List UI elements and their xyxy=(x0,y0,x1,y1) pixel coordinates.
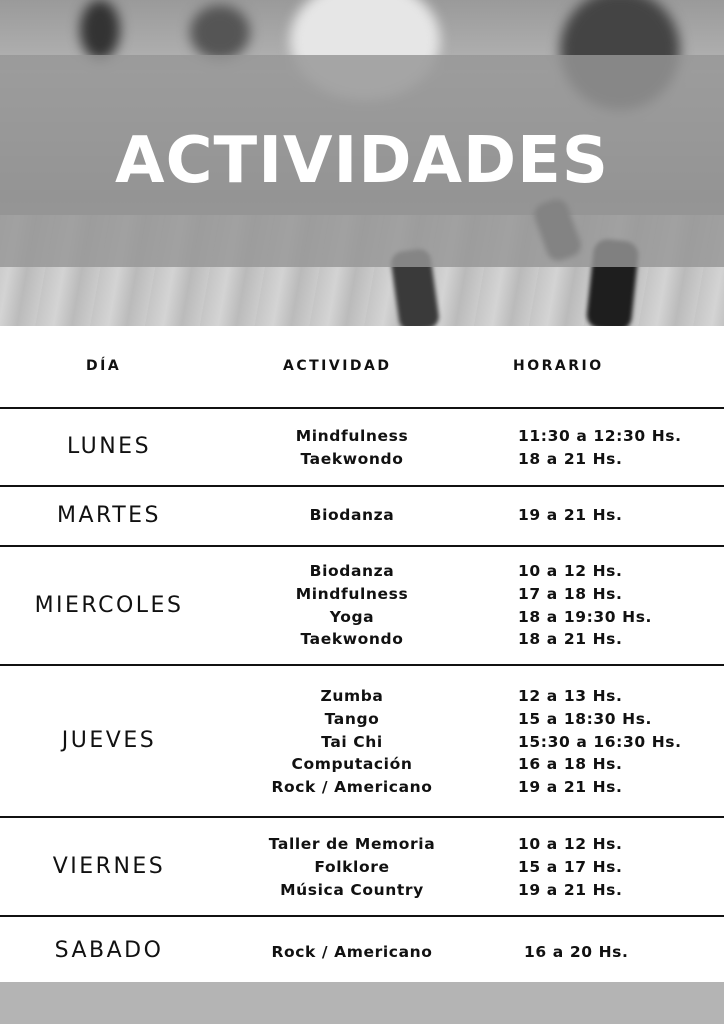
time-item: 18 a 21 Hs. xyxy=(518,449,623,468)
activity-item: Música Country xyxy=(280,880,424,899)
time-item: 15 a 18:30 Hs. xyxy=(518,709,653,728)
activity-item: Taekwondo xyxy=(300,630,404,649)
background-person xyxy=(80,0,120,60)
table-row xyxy=(0,666,724,816)
activity-item: Zumba xyxy=(320,687,384,705)
background-person xyxy=(190,5,250,60)
activity-list xyxy=(242,685,462,799)
table-row xyxy=(0,409,724,485)
table-header xyxy=(0,326,724,408)
activity-item: Rock / Americano xyxy=(271,943,433,961)
time-item: 10 a 12 Hs. xyxy=(518,562,623,580)
footer-bar xyxy=(0,982,724,1024)
time-item: 17 a 18 Hs. xyxy=(518,584,623,603)
day-label: MIERCOLES xyxy=(34,593,184,618)
time-list xyxy=(518,425,718,471)
time-list xyxy=(518,685,718,799)
day-label: MARTES xyxy=(56,503,162,528)
activity-item: Computación xyxy=(291,755,413,774)
time-item: 19 a 21 Hs. xyxy=(518,778,623,797)
activity-item: Folklore xyxy=(314,857,390,876)
time-item: 15:30 a 16:30 Hs. xyxy=(518,732,682,751)
header-schedule: HORARIO xyxy=(513,358,604,374)
page-title: ACTIVIDADES xyxy=(115,124,609,198)
day-label: VIERNES xyxy=(52,854,166,879)
header-day: DÍA xyxy=(86,358,122,374)
activity-item: Taekwondo xyxy=(300,449,404,468)
day-label: SABADO xyxy=(54,938,164,963)
time-item: 18 a 19:30 Hs. xyxy=(518,607,653,626)
activity-item: Mindfulness xyxy=(295,427,409,445)
activity-item: Yoga xyxy=(329,607,375,626)
time-item: 10 a 12 Hs. xyxy=(518,835,623,853)
time-item: 15 a 17 Hs. xyxy=(518,857,623,876)
day-label: LUNES xyxy=(66,434,152,459)
time-list xyxy=(518,560,718,651)
activity-item: Mindfulness xyxy=(295,584,409,603)
activity-item: Biodanza xyxy=(309,562,395,580)
activity-item: Biodanza xyxy=(309,506,395,524)
activity-list xyxy=(242,504,462,527)
time-list xyxy=(518,833,718,901)
activity-item: Rock / Americano xyxy=(271,778,433,797)
hero-photo xyxy=(0,0,724,326)
table-row xyxy=(0,818,724,915)
activity-item: Taller de Memoria xyxy=(268,835,436,853)
time-item: 18 a 21 Hs. xyxy=(518,630,623,649)
table-row xyxy=(0,917,724,982)
activity-item: Tango xyxy=(324,709,380,728)
table-row xyxy=(0,547,724,664)
time-item: 16 a 20 Hs. xyxy=(524,943,629,961)
time-item: 19 a 21 Hs. xyxy=(518,506,623,524)
time-item: 16 a 18 Hs. xyxy=(518,755,623,774)
time-item: 11:30 a 12:30 Hs. xyxy=(518,427,682,445)
activity-item: Tai Chi xyxy=(321,732,383,751)
day-label: JUEVES xyxy=(61,728,157,753)
activity-list xyxy=(242,560,462,651)
time-item: 12 a 13 Hs. xyxy=(518,687,623,705)
time-item: 19 a 21 Hs. xyxy=(518,880,623,899)
activity-list xyxy=(242,833,462,901)
time-list xyxy=(524,941,724,964)
header-activity: ACTIVIDAD xyxy=(283,358,392,374)
activity-list xyxy=(242,425,462,471)
table-row xyxy=(0,487,724,545)
activity-list xyxy=(242,941,462,964)
time-list xyxy=(518,504,718,527)
